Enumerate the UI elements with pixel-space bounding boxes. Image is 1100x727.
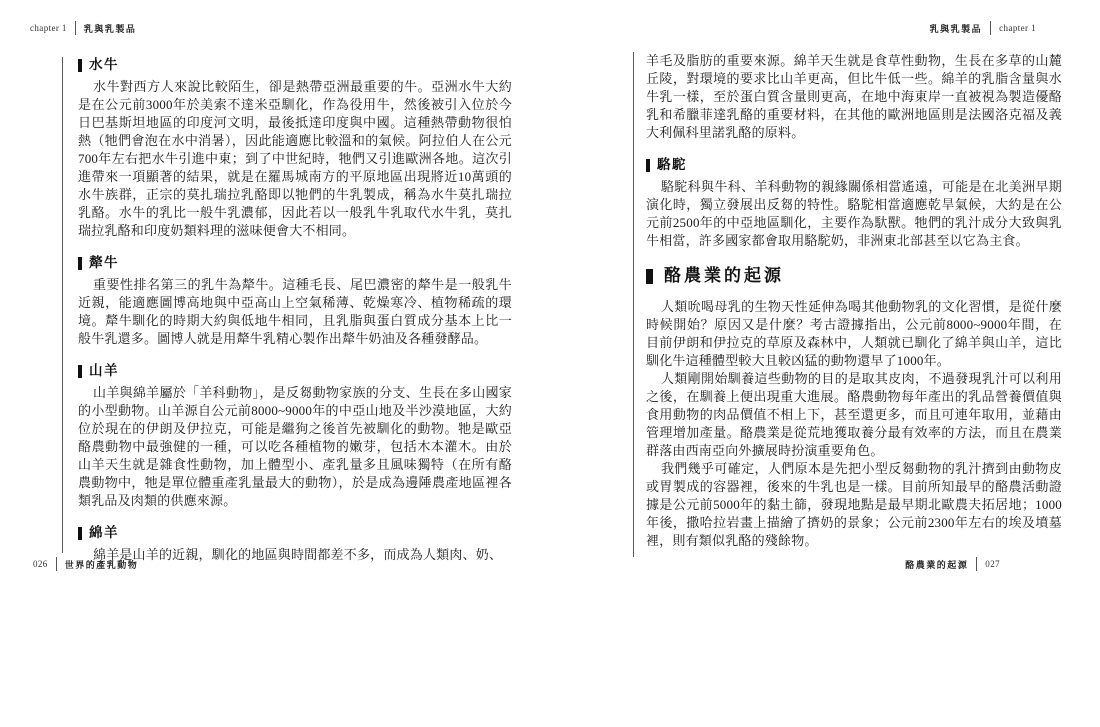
section-heading-label: 山羊 <box>89 363 119 378</box>
paragraph: 綿羊是山羊的近親，馴化的地區與時間都差不多，而成為人類肉、奶、 <box>92 547 503 562</box>
heading-bar-icon <box>646 159 650 172</box>
major-section-heading-dairy-origins <box>646 267 1062 285</box>
paragraph: 駱駝科與牛科、羊科動物的親緣關係相當遙遠，可能是在北美洲早期演化時，獨立發展出反芻的特性。駱駝相當適應乾旱氣候，大約是在公元前2500年的中亞地區馴化，主要作為馱獸。牠們的乳汁成分大致與乳牛相當，許多國家都會取用駱駝奶，非洲東北部甚至以它為主食。 <box>646 179 1062 248</box>
left-page-footer <box>33 557 138 571</box>
section-heading-label: 水牛 <box>89 57 119 72</box>
left-page-text-column <box>78 56 512 564</box>
page-number: 026 <box>33 559 48 569</box>
major-heading-label: 酪農業的起源 <box>664 266 784 285</box>
right-column-rule <box>633 52 634 557</box>
paragraph: 山羊與綿羊屬於「羊科動物」，是反芻動物家族的分支、生長在多山國家的小型動物。山羊源自公元前8000~9000年的中亞山地及半沙漠地區，大約位於現在的伊朗及伊拉克，可能是繼狗之後首先被馴化的動物。牠是歐亞酪農動物中最強健的一種，可以吃各種植物的嫩芽，包括木本灌木。由於山羊天生就是雜食性動物，加上體型小、產乳量多且風味獨特（在所有酪農動物中，牠是單位體重產乳量最大的動物），於是成為邊陲農產地區裡各類乳品及肉類的供應來源。 <box>78 385 512 508</box>
section-heading-yak <box>78 254 512 272</box>
left-running-head <box>30 21 136 35</box>
paragraph: 人類吮喝母乳的生物天性延伸為喝其他動物乳的文化習慣，是從什麼時候開始？原因又是什麼？考古證據指出，公元前8000~9000年間，在目前伊朗和伊拉克的草原及森林中，人類就已馴化了綿羊與山羊，這比馴化牛這種體型較大且較凶猛的動物還早了1000年。 <box>646 299 1062 368</box>
page-number: 027 <box>985 559 1000 569</box>
section-heading-label: 綿羊 <box>89 525 119 540</box>
chapter-label: chapter 1 <box>30 23 67 33</box>
section-heading-goat <box>78 362 512 380</box>
paragraph: 我們幾乎可確定，人們原本是先把小型反芻動物的乳汁擠到由動物皮或胃製成的容器裡，後來的牛乳也是一樣。目前所知最早的酪農活動證據是公元前5000年的黏土篩，發現地點是最早期北歐農夫拓居地；1000年後，撒哈拉岩畫上描繪了擠奶的景象；公元前2300年左右的埃及墳墓裡，則有類似乳酪的殘餘物。 <box>646 461 1062 548</box>
heading-bar-icon <box>78 527 82 540</box>
book-section-title: 乳與乳製品 <box>83 23 137 34</box>
paragraph: 水牛對西方人來說比較陌生，卻是熱帶亞洲最重要的牛。亞洲水牛大約是在公元前3000年於美索不達米亞馴化，作為役用牛，然後被引入位於今日巴基斯坦地區的印度河文明，最後抵達印度與中國。這種熱帶動物很怕熱（牠們會泡在水中消暑），因此能適應比較溫和的氣候。阿拉伯人在公元700年左右把水牛引進中東；到了中世紀時，牠們又引進歐洲各地。這次引進帶來一項顯著的結果，就是在羅馬城南方的平原地區出現將近10萬頭的水牛族群，正宗的莫扎瑞拉乳酪即以牠們的牛乳製成，稱為水牛莫扎瑞拉乳酪。水牛的乳比一般牛乳濃郁，因此若以一般乳牛乳取代水牛乳，莫扎瑞拉乳酪和印度奶類料理的滋味便會大不相同。 <box>78 79 512 238</box>
header-divider <box>990 21 991 35</box>
paragraph: 重要性排名第三的乳牛為犛牛。這種毛長、尾巴濃密的犛牛是一般乳牛近親，能適應圖博高地與中亞高山上空氣稀薄、乾燥寒冷、植物稀疏的環境。犛牛馴化的時期大約與低地牛相同，且乳脂與蛋白質成分基本上比一般牛乳還多。圖博人就是用犛牛乳精心製作出犛牛奶油及各種發酵品。 <box>78 277 512 346</box>
footer-divider <box>56 557 57 571</box>
footer-divider <box>976 557 977 571</box>
book-section-title: 乳與乳製品 <box>929 23 983 34</box>
running-title: 酪農業的起源 <box>905 559 969 570</box>
running-title: 世界的產乳動物 <box>64 559 139 570</box>
heading-bar-icon <box>78 365 82 378</box>
continuation-paragraph: 羊毛及脂肪的重要來源。綿羊天生就是食草性動物，生長在多草的山麓丘陵，對環境的要求比山羊更高，但比牛低一些。綿羊的乳脂含量與水牛乳一樣，至於蛋白質含量則更高，在地中海東岸一直被視為製造優酪乳和希臘菲達乳酪的重要材料，在其他的歐洲地區則是法國洛克福及義大利佩科里諾乳酪的原料。 <box>646 53 1062 140</box>
section-heading-water-buffalo <box>78 56 512 74</box>
heading-bar-icon <box>78 257 82 270</box>
header-divider <box>75 21 76 35</box>
left-column-rule <box>62 57 63 553</box>
section-heading-sheep <box>78 524 512 542</box>
right-page-footer <box>905 557 1000 571</box>
section-heading-camel <box>646 156 1062 174</box>
section-heading-label: 駱駝 <box>657 157 687 172</box>
chapter-label: chapter 1 <box>999 23 1036 33</box>
heading-bar-icon <box>78 59 82 72</box>
section-heading-label: 犛牛 <box>89 255 119 270</box>
major-heading-bar-icon <box>646 269 653 284</box>
right-running-head <box>930 21 1036 35</box>
paragraph: 人類剛開始馴養這些動物的目的是取其皮肉，不過發現乳汁可以利用之後，在馴養上便出現重大進展。酪農動物每年產出的乳品營養價值與食用動物的肉品價值不相上下，甚至還更多，而且可連年取用，並藉由管理增加產量。酪農業是從荒地獲取養分最有效率的方法，而且在農業群落由西南亞向外擴展時扮演重要角色。 <box>646 371 1062 458</box>
right-page-text-column <box>646 52 1062 550</box>
